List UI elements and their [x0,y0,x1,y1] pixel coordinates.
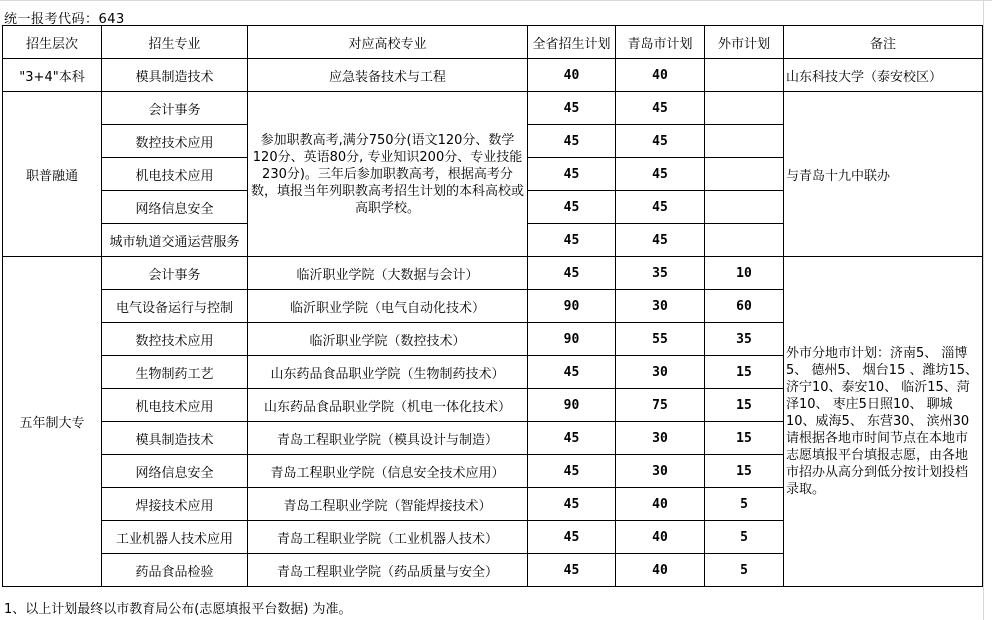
univ-major-cell[interactable]: 青岛工程职业学院（工业机器人技术） [248,521,528,554]
other-city-plan-cell[interactable]: 15 [705,356,784,389]
header-cell[interactable]: 青岛市计划 [616,26,705,59]
province-plan-cell[interactable]: 45 [528,158,616,191]
level-cell[interactable]: "3+4"本科 [3,59,102,92]
major-cell[interactable]: 城市轨道交通运营服务 [102,224,248,257]
major-cell[interactable]: 工业机器人技术应用 [102,521,248,554]
note-cell[interactable]: 与青岛十九中联办 [784,92,983,257]
province-plan-cell[interactable]: 45 [528,224,616,257]
major-cell[interactable]: 药品食品检验 [102,554,248,587]
major-cell[interactable]: 数控技术应用 [102,125,248,158]
province-plan-cell[interactable]: 40 [528,59,616,92]
univ-major-desc-cell[interactable]: 参加职教高考,满分750分(语文120分、数学120分、英语80分, 专业知识200分、专业技能230分)。三年后参加职教高考，根据高考分数，填报当年列职教高考招生计划的本科高校或高职学校。 [248,92,528,257]
univ-major-cell[interactable]: 青岛工程职业学院（药品质量与安全） [248,554,528,587]
other-city-plan-cell[interactable]: 5 [705,554,784,587]
header-cell[interactable]: 外市计划 [705,26,784,59]
footer-note[interactable]: 1、以上计划最终以市教育局公布(志愿填报平台数据) 为准。 [4,602,352,617]
sheet-gridline-right [983,0,984,620]
qingdao-plan-cell[interactable]: 30 [616,356,705,389]
qingdao-plan-cell[interactable]: 40 [616,488,705,521]
other-city-plan-cell[interactable]: 60 [705,290,784,323]
qingdao-plan-cell[interactable]: 55 [616,323,705,356]
header-row [3,26,983,59]
qingdao-plan-cell[interactable]: 40 [616,554,705,587]
major-cell[interactable]: 数控技术应用 [102,323,248,356]
other-city-plan-cell[interactable] [705,59,784,92]
major-cell[interactable]: 焊接技术应用 [102,488,248,521]
header-cell[interactable]: 招生专业 [102,26,248,59]
province-plan-cell[interactable]: 45 [528,554,616,587]
qingdao-plan-cell[interactable]: 40 [616,521,705,554]
other-city-plan-cell[interactable] [705,125,784,158]
major-cell[interactable]: 会计事务 [102,92,248,125]
qingdao-plan-cell[interactable]: 45 [616,158,705,191]
qingdao-plan-cell[interactable]: 30 [616,290,705,323]
exam-code-line[interactable]: 统一报考代码：643 [4,12,125,27]
qingdao-plan-cell[interactable]: 75 [616,389,705,422]
province-plan-cell[interactable]: 90 [528,323,616,356]
enrollment-plan-table [2,25,983,587]
header-cell[interactable]: 备注 [784,26,983,59]
major-cell[interactable]: 网络信息安全 [102,191,248,224]
univ-major-cell[interactable]: 山东药品食品职业学院（机电一体化技术） [248,389,528,422]
table-row [3,92,983,125]
univ-major-cell[interactable]: 青岛工程职业学院（模具设计与制造） [248,422,528,455]
province-plan-cell[interactable]: 90 [528,290,616,323]
province-plan-cell[interactable]: 45 [528,191,616,224]
other-city-plan-cell[interactable] [705,158,784,191]
qingdao-plan-cell[interactable]: 30 [616,455,705,488]
header-cell[interactable]: 对应高校专业 [248,26,528,59]
major-cell[interactable]: 机电技术应用 [102,158,248,191]
province-plan-cell[interactable]: 45 [528,488,616,521]
table-row [3,257,983,290]
table-row [3,59,983,92]
qingdao-plan-cell[interactable]: 30 [616,422,705,455]
province-plan-cell[interactable]: 45 [528,92,616,125]
univ-major-cell[interactable]: 临沂职业学院（电气自动化技术） [248,290,528,323]
province-plan-cell[interactable]: 90 [528,389,616,422]
header-cell[interactable]: 招生层次 [3,26,102,59]
other-city-plan-cell[interactable]: 15 [705,422,784,455]
other-city-plan-cell[interactable]: 5 [705,488,784,521]
qingdao-plan-cell[interactable]: 45 [616,125,705,158]
major-cell[interactable]: 模具制造技术 [102,59,248,92]
header-cell[interactable]: 全省招生计划 [528,26,616,59]
univ-major-cell[interactable]: 青岛工程职业学院（智能焊接技术） [248,488,528,521]
level-cell[interactable]: 五年制大专 [3,257,102,587]
qingdao-plan-cell[interactable]: 45 [616,191,705,224]
univ-major-cell[interactable]: 山东药品食品职业学院（生物制药技术） [248,356,528,389]
province-plan-cell[interactable]: 45 [528,422,616,455]
major-cell[interactable]: 会计事务 [102,257,248,290]
other-city-plan-cell[interactable]: 35 [705,323,784,356]
sheet-gridline-top [0,0,992,1]
qingdao-plan-cell[interactable]: 45 [616,224,705,257]
qingdao-plan-cell[interactable]: 45 [616,92,705,125]
univ-major-cell[interactable]: 临沂职业学院（数控技术） [248,323,528,356]
province-plan-cell[interactable]: 45 [528,125,616,158]
other-city-plan-cell[interactable]: 15 [705,455,784,488]
province-plan-cell[interactable]: 45 [528,257,616,290]
major-cell[interactable]: 电气设备运行与控制 [102,290,248,323]
other-city-plan-cell[interactable]: 10 [705,257,784,290]
note-cell[interactable]: 外市分地市计划：济南5、 淄博5、 德州5、 烟台15 、潍坊15、济宁10、泰安10、 临沂15、菏泽10、 枣庄5日照10、 聊城10、威海5、 东营30、 滨州30请根据各地市时间节点在本地市志愿填报平台填报志愿，由各地市招办从高分到低分按计划投档录取。 [784,257,983,587]
note-cell[interactable]: 山东科技大学（泰安校区） [784,59,983,92]
level-cell[interactable]: 职普融通 [3,92,102,257]
other-city-plan-cell[interactable]: 5 [705,521,784,554]
other-city-plan-cell[interactable]: 15 [705,389,784,422]
major-cell[interactable]: 生物制药工艺 [102,356,248,389]
other-city-plan-cell[interactable] [705,224,784,257]
univ-major-cell[interactable]: 临沂职业学院（大数据与会计） [248,257,528,290]
qingdao-plan-cell[interactable]: 35 [616,257,705,290]
major-cell[interactable]: 网络信息安全 [102,455,248,488]
univ-major-cell[interactable]: 青岛工程职业学院（信息安全技术应用） [248,455,528,488]
other-city-plan-cell[interactable] [705,191,784,224]
qingdao-plan-cell[interactable]: 40 [616,59,705,92]
province-plan-cell[interactable]: 45 [528,455,616,488]
province-plan-cell[interactable]: 45 [528,521,616,554]
other-city-plan-cell[interactable] [705,92,784,125]
province-plan-cell[interactable]: 45 [528,356,616,389]
univ-major-cell[interactable]: 应急装备技术与工程 [248,59,528,92]
major-cell[interactable]: 模具制造技术 [102,422,248,455]
major-cell[interactable]: 机电技术应用 [102,389,248,422]
